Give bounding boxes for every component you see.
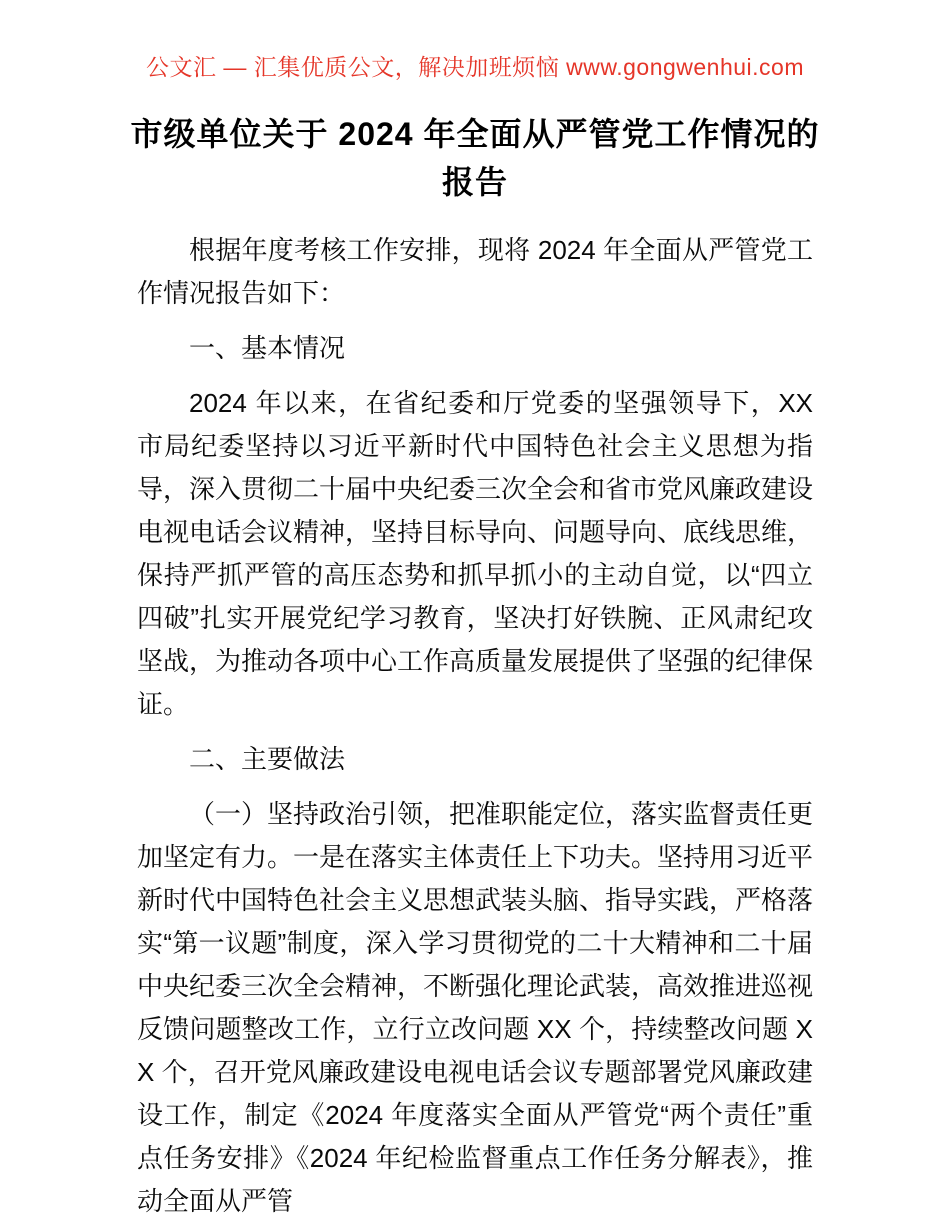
- body-paragraph: 2024 年以来，在省纪委和厅党委的坚强领导下，XX 市局纪委坚持以习近平新时代中国特色社会主义思想为指导，深入贯彻二十届中央纪委三次全会和省市党风廉政建设电视电话会议精神，坚持目标导向、问题导向、底线思维，保持严抓严管的高压态势和抓早抓小的主动自觉，以“四立四破”扎实开展党纪学习教育，坚决打好铁腕、正风肃纪攻坚战，为推动各项中心工作高质量发展提供了坚强的纪律保证。: [137, 388, 814, 719]
- body-paragraph: 根据年度考核工作安排，现将 2024 年全面从严管党工作情况报告如下：: [137, 235, 813, 308]
- site-watermark-header: 公文汇 — 汇集优质公文，解决加班烦恼 www.gongwenhui.com: [145, 54, 804, 80]
- section-heading: 二、主要做法: [189, 744, 346, 774]
- document-title: 市级单位关于 2024 年全面从严管党工作情况的报告: [130, 116, 820, 200]
- section-heading: 一、基本情况: [189, 333, 346, 363]
- body-paragraph: （一）坚持政治引领，把准职能定位，落实监督责任更加坚定有力。一是在落实主体责任上下功夫。坚持用习近平新时代中国特色社会主义思想武装头脑、指导实践，严格落实“第一议题”制度，深入学习贯彻党的二十大精神和二十届中央纪委三次全会精神，不断强化理论武装，高效推进巡视反馈问题整改工作，立行立改问题 XX 个，持续整改问题 XX 个，召开党风廉政建设电视电话会议专题部署党风廉政建设工作，制定《2024 年度落实全面从严管党“两个责任”重点任务安排》《2024 年纪检监督重点工作任务分解表》，推动全面从严管: [137, 799, 814, 1216]
- document-body: [137, 229, 813, 1223]
